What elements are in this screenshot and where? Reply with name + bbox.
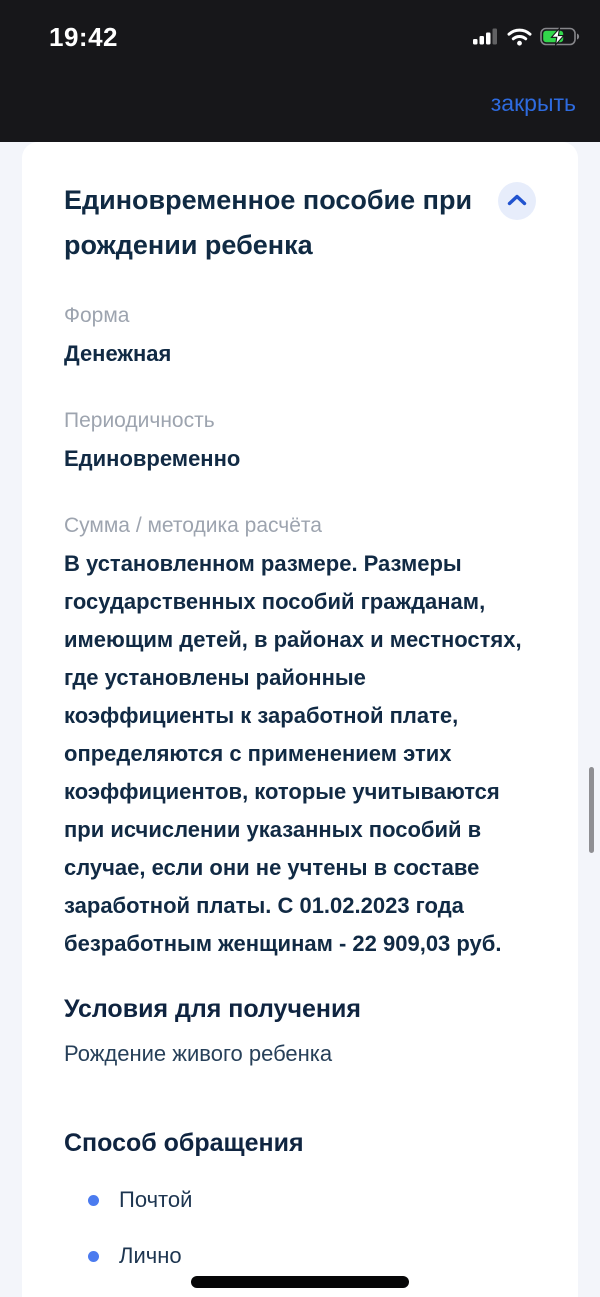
- sheet-background: [0, 142, 600, 1297]
- close-button[interactable]: закрыть: [490, 90, 576, 116]
- list-item-label: Почтой: [119, 1187, 193, 1212]
- list-item-label: Лично: [119, 1243, 182, 1268]
- field-value: В установленном размере. Размеры государственных пособий гражданам, имеющим детей, в районах и местностях, где установлены районные коэффициенты к заработной плате, определяются с применением этих коэффициентов, которые учитываются при исчислении указанных пособий в случае, если они не учтены в составе заработной платы. С 01.02.2023 года безработным женщинам - 22 909,03 руб.: [64, 551, 522, 956]
- status-bar-header: [0, 0, 600, 142]
- bullet-dot-icon: [88, 1251, 99, 1262]
- benefit-card: [22, 142, 578, 1297]
- field-label: Сумма / методика расчёта: [64, 514, 322, 537]
- collapse-card-button[interactable]: [498, 182, 536, 220]
- cellular-signal-icon: [473, 28, 499, 50]
- battery-charging-icon: [540, 27, 582, 51]
- field-label: Форма: [64, 304, 130, 327]
- field-label: Периодичность: [64, 409, 215, 432]
- chevron-up-icon: [507, 194, 527, 209]
- scrollbar-thumb[interactable]: [589, 767, 594, 853]
- conditions-text: Рождение живого ребенка: [64, 1041, 333, 1066]
- conditions-heading: Условия для получения: [64, 995, 361, 1023]
- field-value: Единовременно: [64, 446, 241, 471]
- list-item: [64, 1241, 536, 1271]
- field-value: Денежная: [64, 341, 172, 366]
- application-methods-list: [64, 1185, 536, 1271]
- list-item: [64, 1185, 536, 1215]
- field-form: [64, 302, 536, 373]
- bullet-dot-icon: [88, 1195, 99, 1206]
- status-icons: [473, 27, 582, 51]
- status-time: 19:42: [49, 22, 118, 52]
- benefit-title: Единовременное пособие при рождении ребенка: [64, 185, 473, 260]
- card-header: [64, 178, 536, 268]
- field-amount-method: [64, 512, 536, 963]
- field-periodicity: [64, 407, 536, 478]
- wifi-icon: [507, 28, 532, 51]
- home-indicator[interactable]: [191, 1276, 409, 1288]
- application-method-heading: Способ обращения: [64, 1129, 304, 1157]
